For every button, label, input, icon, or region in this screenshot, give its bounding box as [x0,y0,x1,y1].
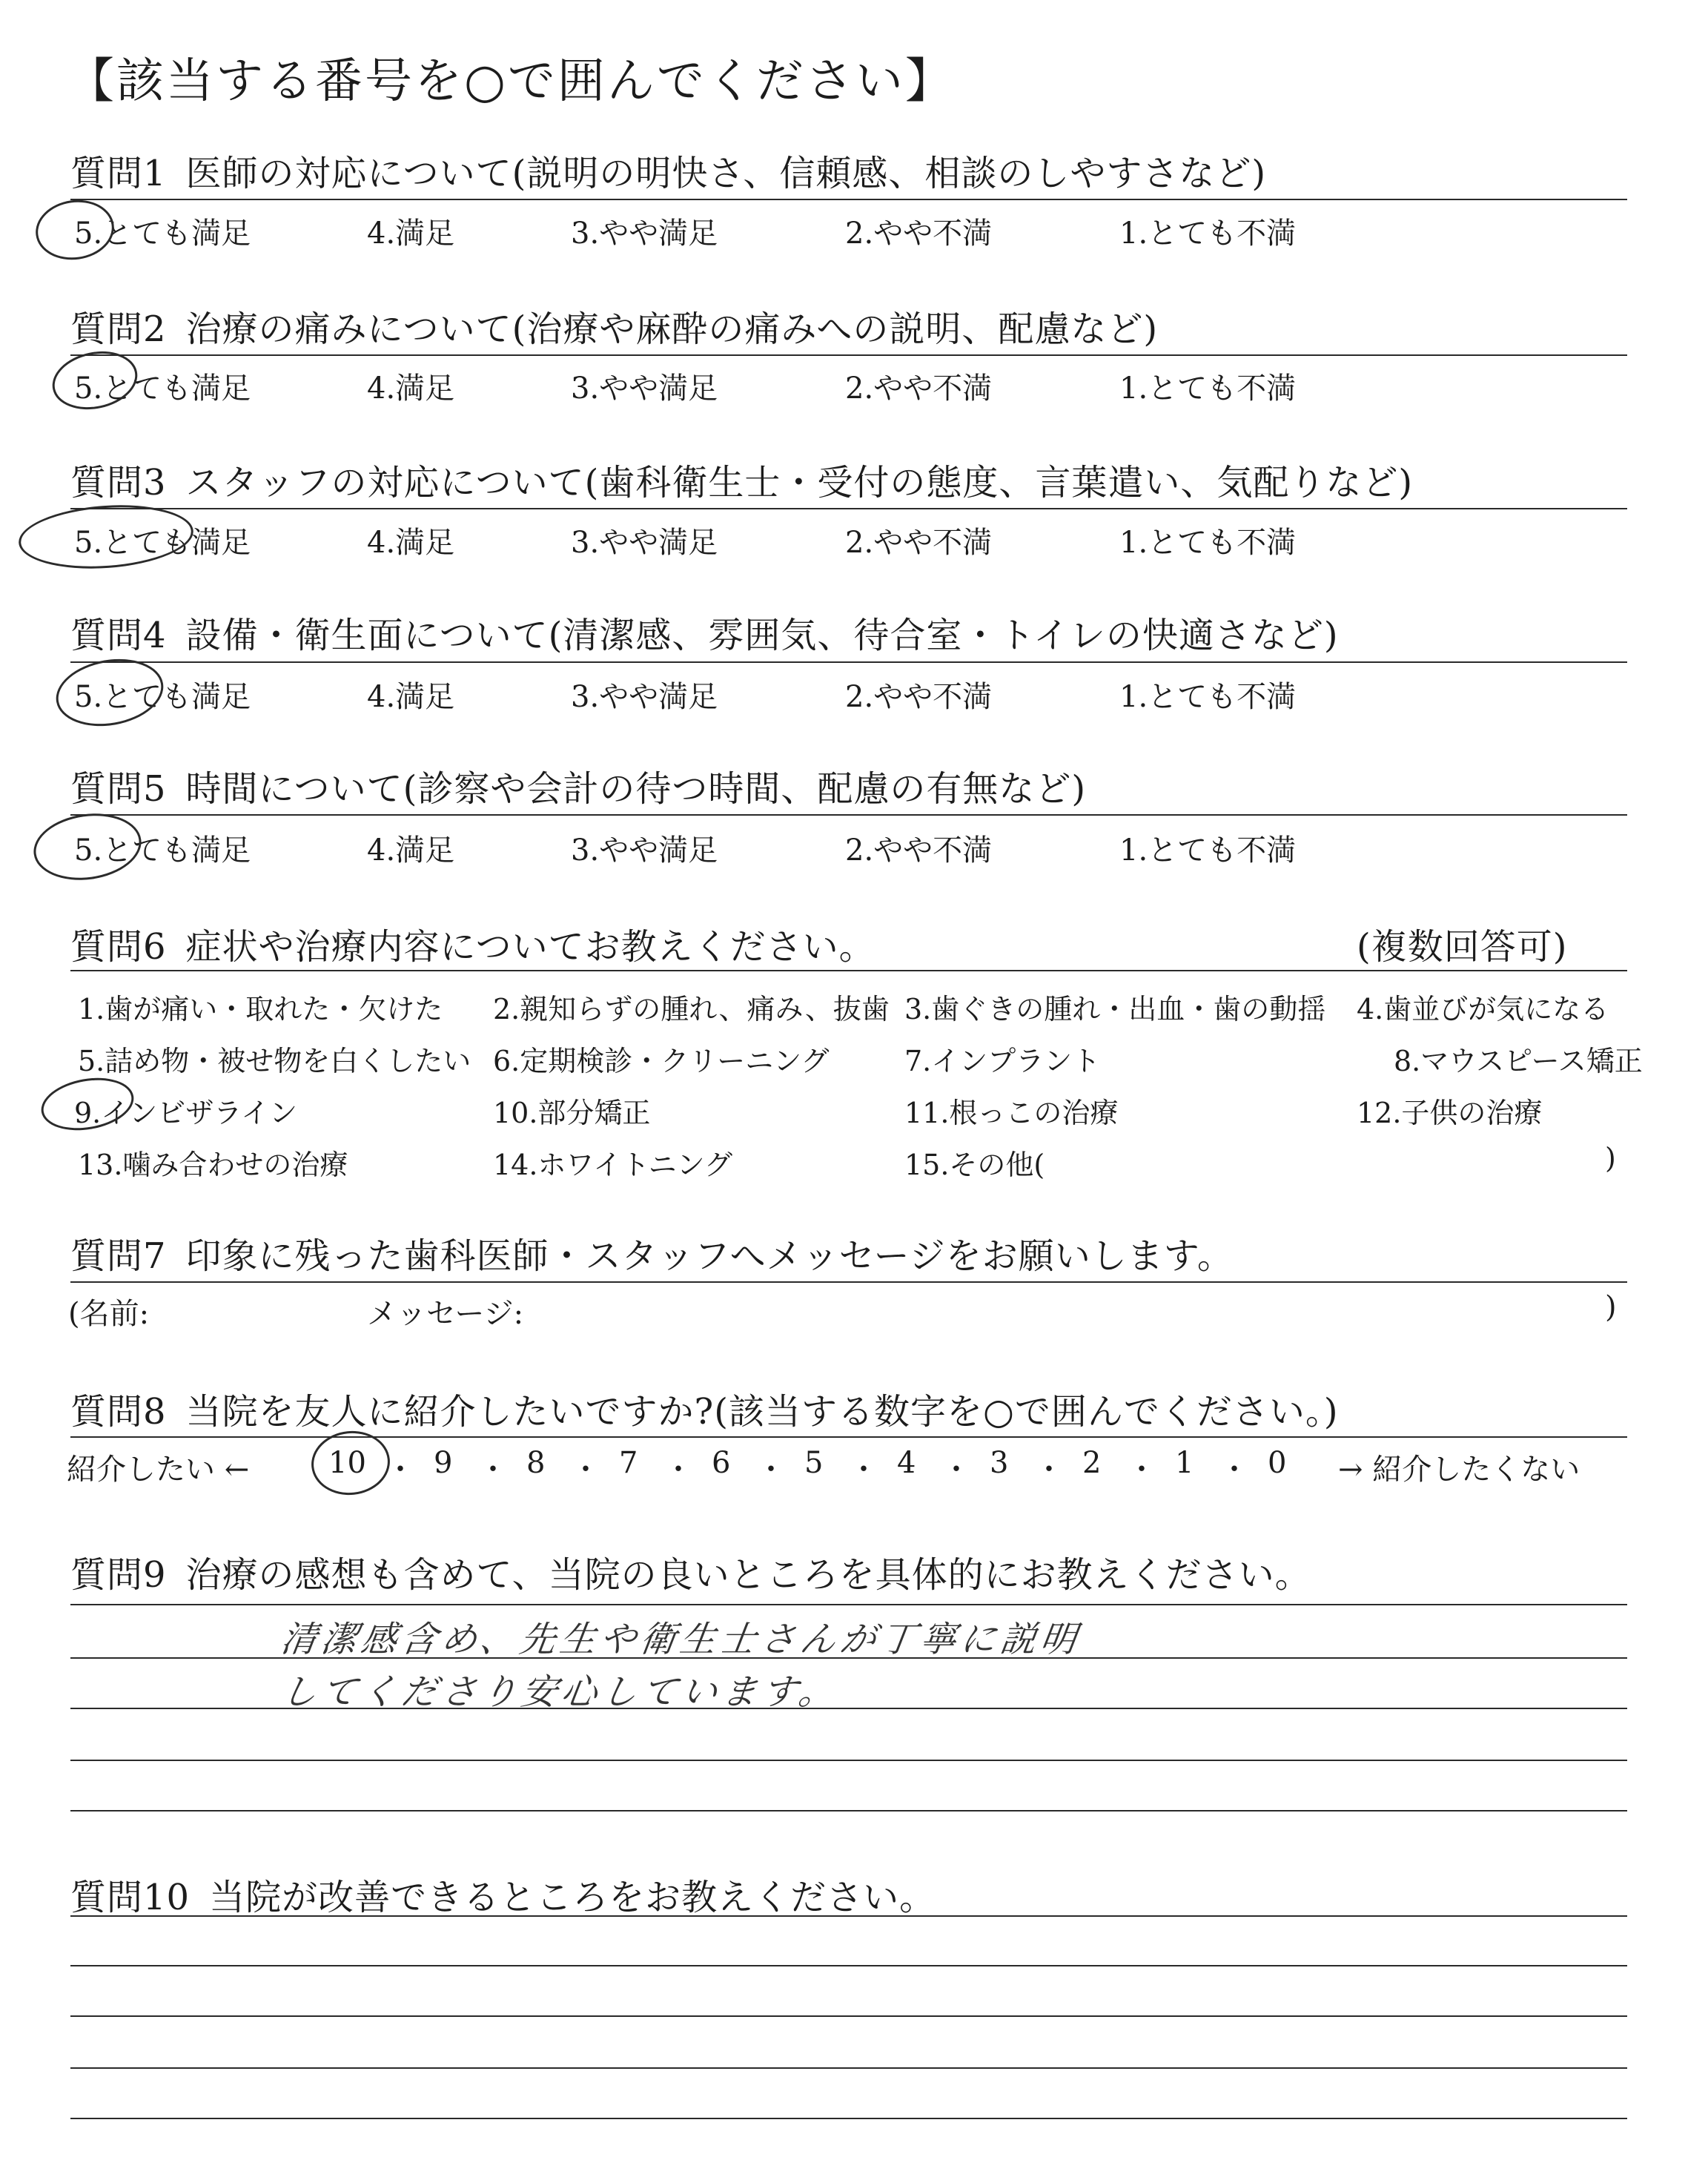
option-4[interactable]: 4.満足 [367,680,455,714]
symptom-option[interactable]: 6.定期検診・クリーニング [493,1045,830,1077]
symptom-option[interactable]: 11.根っこの治療 [904,1097,1119,1129]
question-text: 症状や治療内容についてお教えください。 [185,926,875,968]
scale-option[interactable]: 5 [804,1446,824,1480]
symptom-option[interactable]: 3.歯ぐきの腫れ・出血・歯の動揺 [904,993,1326,1025]
option-1[interactable]: 1.とても不満 [1119,371,1297,406]
answer-line [70,2118,1627,2119]
question-10-title [70,1869,936,1920]
question-text: 治療の感想も含めて、当院の良いところを具体的にお教えください。 [185,1554,1311,1596]
symptom-option[interactable]: 9.インビザライン [74,1097,298,1129]
handwritten-answer-line: 清潔感含め、先生や衛生士さんが丁寧に説明 [278,1619,1084,1660]
question-number: 質問3 [70,462,167,503]
option-3[interactable]: 3.やや満足 [571,371,718,406]
question-number: 質問8 [70,1391,167,1433]
question-text: 設備・衛生面について(清潔感、雰囲気、待合室・トイレの快適さなど) [185,615,1339,656]
option-1[interactable]: 1.とても不満 [1119,526,1297,560]
other-close-paren: ) [1605,1142,1616,1175]
question-2-title [70,300,1158,351]
scale-dot: ・ [385,1453,415,1487]
scale-dot: ・ [756,1453,786,1487]
question-7-title [70,1227,1234,1278]
symptom-option[interactable]: 14.ホワイトニング [493,1149,733,1181]
question-number: 質問10 [70,1877,191,1918]
option-1[interactable]: 1.とても不満 [1119,217,1297,251]
question-number: 質問2 [70,308,167,350]
question-number: 質問7 [70,1235,167,1277]
symptom-option[interactable]: 5.詰め物・被せ物を白くしたい [78,1045,471,1077]
answer-line [70,2067,1627,2069]
divider [70,199,1627,200]
symptom-option[interactable]: 1.歯が痛い・取れた・欠けた [78,993,443,1025]
option-5[interactable]: 5.とても満足 [74,526,251,560]
recommend-scale [67,1446,1661,1490]
hand-drawn-circle [16,500,195,574]
scale-option[interactable]: 7 [619,1446,638,1480]
symptom-option[interactable]: 8.マウスピース矯正 [1394,1045,1643,1077]
hand-drawn-circle [50,651,168,734]
question-text: 医師の対応について(説明の明快さ、信頼感、相談のしやすさなど) [185,153,1267,194]
question-4-title [70,607,1339,658]
divider [70,1281,1627,1283]
option-5[interactable]: 5.とても満足 [74,833,251,868]
question-5-title [70,760,1086,811]
divider [70,970,1627,971]
message-label: メッセージ: [367,1297,524,1331]
scale-option[interactable]: 2 [1082,1446,1102,1480]
option-2[interactable]: 2.やや不満 [845,680,993,714]
scale-option[interactable]: 0 [1268,1446,1287,1480]
question-number: 質問4 [70,615,167,656]
question-number: 質問6 [70,926,167,968]
symptom-option[interactable]: 2.親知らずの腫れ、痛み、抜歯 [493,993,890,1025]
option-3[interactable]: 3.やや満足 [571,680,718,714]
option-2[interactable]: 2.やや不満 [845,526,993,560]
scale-option[interactable]: 1 [1175,1446,1194,1480]
question-6-options [0,986,1708,1209]
scale-option[interactable]: 6 [712,1446,731,1480]
symptom-option[interactable]: 13.噛み合わせの治療 [78,1149,348,1181]
question-3-title [70,454,1413,505]
hand-drawn-circle [32,195,118,265]
option-5[interactable]: 5.とても満足 [74,371,251,406]
divider [70,508,1627,509]
divider [70,814,1627,816]
scale-dot: ・ [849,1453,878,1487]
question-1-title [70,145,1266,196]
symptom-option[interactable]: 4.歯並びが気になる [1357,993,1609,1025]
symptom-option[interactable]: 10.部分矯正 [493,1097,651,1129]
handwritten-answer-line: してくださり安心しています。 [278,1671,842,1713]
scale-dot: ・ [571,1453,600,1487]
divider [70,661,1627,663]
scale-left-label: 紹介したい ← [67,1453,250,1487]
option-4[interactable]: 4.満足 [367,371,455,406]
answer-line [70,1810,1627,1811]
question-text: スタッフの対応について(歯科衛生士・受付の態度、言葉遣い、気配りなど) [185,462,1414,503]
scale-dot: ・ [1219,1453,1249,1487]
message-close-paren: ) [1605,1290,1617,1324]
option-2[interactable]: 2.やや不満 [845,833,993,868]
multiple-answers-note: (複数回答可) [1357,926,1568,968]
symptom-option-other[interactable]: 15.その他( [904,1149,1045,1181]
divider [70,354,1627,356]
option-3[interactable]: 3.やや満足 [571,217,718,251]
option-4[interactable]: 4.満足 [367,833,455,868]
scale-dot: ・ [663,1453,693,1487]
question-9-title [70,1546,1311,1597]
answer-line [70,1604,1627,1605]
question-6-title [70,918,875,969]
hand-drawn-circle [30,807,146,886]
scale-option[interactable]: 9 [434,1446,453,1480]
answer-line [70,1965,1627,1966]
option-4[interactable]: 4.満足 [367,526,455,560]
option-4[interactable]: 4.満足 [367,217,455,251]
question-8-title [70,1383,1339,1434]
answer-line [70,1760,1627,1761]
question-text: 印象に残った歯科医師・スタッフへメッセージをお願いします。 [185,1235,1234,1277]
option-5[interactable]: 5.とても満足 [74,217,251,251]
scale-dot: ・ [941,1453,971,1487]
question-number: 質問9 [70,1554,167,1596]
question-text: 当院を友人に紹介したいですか?(該当する数字を○で囲んでください。) [185,1391,1339,1433]
scale-option[interactable]: 8 [526,1446,546,1480]
symptom-option[interactable]: 7.インプラント [904,1045,1101,1077]
option-3[interactable]: 3.やや満足 [571,526,718,560]
option-1[interactable]: 1.とても不満 [1119,680,1297,714]
answer-line [70,1915,1627,1917]
option-5[interactable]: 5.とても満足 [74,680,251,714]
scale-right-label: → 紹介したくない [1338,1453,1580,1487]
scale-dot: ・ [1034,1453,1064,1487]
symptom-option[interactable]: 12.子供の治療 [1357,1097,1543,1129]
scale-option[interactable]: 3 [990,1446,1009,1480]
divider [70,1436,1627,1438]
scale-dot: ・ [1127,1453,1156,1487]
question-text: 当院が改善できるところをお教えください。 [209,1877,936,1918]
option-1[interactable]: 1.とても不満 [1119,833,1297,868]
option-2[interactable]: 2.やや不満 [845,217,993,251]
option-2[interactable]: 2.やや不満 [845,371,993,406]
scale-option[interactable]: 10 [328,1446,366,1480]
question-number: 質問5 [70,768,167,810]
name-label: (名前: [68,1297,150,1331]
scale-dot: ・ [478,1453,508,1487]
survey-heading: 【該当する番号を○で囲んでください】 [67,54,955,109]
question-text: 治療の痛みについて(治療や麻酔の痛みへの説明、配慮など) [185,308,1159,350]
scale-option[interactable]: 4 [897,1446,916,1480]
answer-line [70,2015,1627,2017]
question-number: 質問1 [70,153,167,194]
question-text: 時間について(診察や会計の待つ時間、配慮の有無など) [185,768,1087,810]
option-3[interactable]: 3.やや満足 [571,833,718,868]
